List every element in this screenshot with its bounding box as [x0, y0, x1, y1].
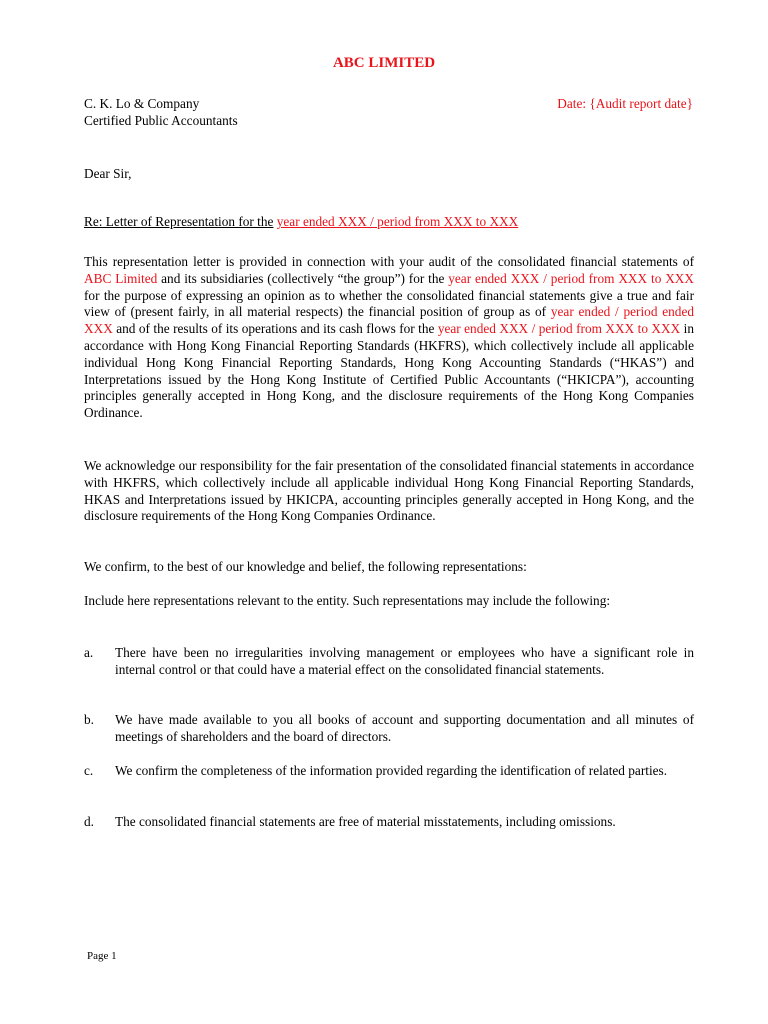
company-name: ABC Limited	[84, 270, 158, 286]
subject-prefix: Re: Letter of Representation for the	[84, 214, 274, 229]
sender-title: Certified Public Accountants	[84, 112, 238, 128]
paragraph-confirm: We confirm, to the best of our knowledge and belief, the following representations:	[84, 559, 527, 574]
page-number: Page 1	[87, 950, 117, 962]
list-item	[84, 763, 694, 780]
para1-text-3: for the purpose of expressing an opinion as to whether the consolidated financial statements give a true and fair view of (present fairly, in all material respects) the financial position of group as of	[84, 287, 694, 320]
list-marker: b.	[84, 712, 94, 727]
paragraph-acknowledge: We acknowledge our responsibility for the fair presentation of the consolidated financial statements in accordance with HKFRS, which collectively include all applicable individual Hong Kong Financial Reporting Standards, HKAS and Interpretations issued by HKICPA, accounting principles generally accepted in Hong Kong, and the disclosure requirements of the Hong Kong Companies Ordinance.	[84, 458, 694, 524]
date-label: Date:	[557, 96, 587, 111]
paragraph-include: Include here representations relevant to the entity. Such representations may include the following:	[84, 593, 611, 608]
subject-line	[84, 214, 694, 231]
list-marker: c.	[84, 763, 94, 778]
para1-text-4: and of the results of its operations and its cash flows for the	[116, 321, 435, 337]
para1-text-5: in accordance with Hong Kong Financial Reporting Standards (HKFRS), which collectively include all applicable individual Hong Kong Financial Reporting Standards, Hong Kong Accounting Standards (“HKAS”) and Interpretations issued by the Hong Kong Institute of Certified Public Accountants (“HKICPA”), accounting principles generally accepted in Hong Kong, and the disclosure requirements of the Hong Kong Companies Ordinance.	[84, 321, 694, 421]
list-marker: a.	[84, 645, 94, 660]
date-value: {Audit report date}	[589, 96, 693, 111]
subject-period: year ended XXX / period from XXX to XXX	[276, 214, 519, 229]
list-item-text: We confirm the completeness of the information provided regarding the identification of related parties.	[115, 763, 668, 778]
list-item-text: There have been no irregularities involving management or employees who have a significant role in internal control or that could have a material effect on the consolidated financial statements.	[115, 645, 694, 677]
date-line	[557, 96, 693, 113]
document-title: ABC LIMITED	[332, 55, 436, 71]
paragraph-intro	[84, 254, 694, 422]
salutation: Dear Sir,	[84, 166, 132, 181]
list-item	[84, 712, 694, 746]
list-item	[84, 814, 694, 831]
list-marker: d.	[84, 814, 94, 829]
period-placeholder-3: year ended XXX / period from XXX to XXX	[437, 321, 681, 337]
list-item-text: The consolidated financial statements are free of material misstatements, including omissions.	[115, 814, 616, 829]
para1-text-2: and its subsidiaries (collectively “the group”) for the	[161, 270, 445, 286]
period-placeholder-2: year ended / period ended XXX	[84, 304, 694, 337]
list-item-text: We have made available to you all books of account and supporting documentation and all minutes of meetings of shareholders and the board of directors.	[115, 712, 694, 744]
list-item	[84, 645, 694, 679]
sender-name: C. K. Lo & Company	[84, 96, 200, 111]
para1-text-1: This representation letter is provided in connection with your audit of the consolidated financial statements of	[84, 254, 694, 269]
period-placeholder-1: year ended XXX / period from XXX to XXX	[448, 270, 694, 286]
